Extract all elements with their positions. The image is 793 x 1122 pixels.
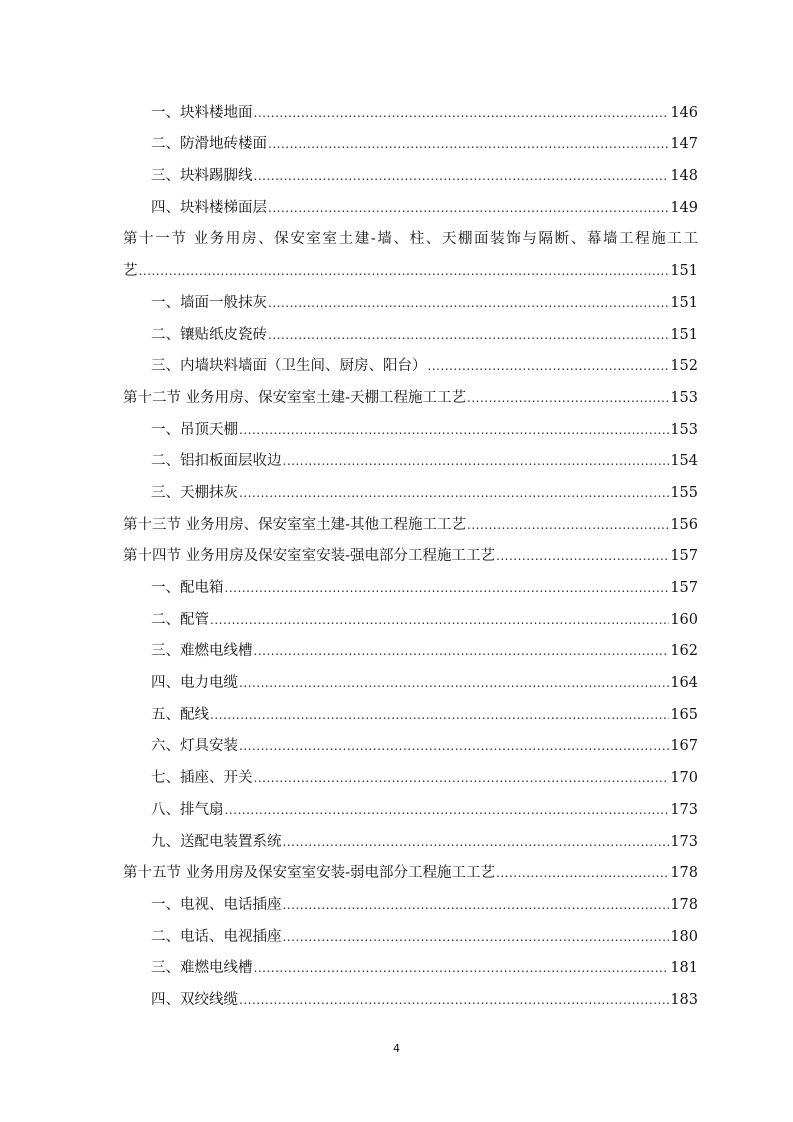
toc-entry-title: 一、吊顶天棚 bbox=[151, 421, 238, 438]
toc-entry-title: 二、配管 bbox=[151, 611, 209, 628]
toc-entry-page: 152 bbox=[670, 358, 698, 375]
toc-entry-title: 三、块料踢脚线 bbox=[151, 168, 253, 185]
toc-entry-page: 180 bbox=[670, 928, 698, 945]
toc-entry-page: 151 bbox=[670, 263, 698, 280]
dot-leader bbox=[268, 201, 669, 215]
toc-entry[interactable] bbox=[123, 602, 698, 634]
toc-entry-page: 149 bbox=[670, 199, 698, 216]
toc-entry-title: 七、插座、开关 bbox=[151, 770, 253, 787]
toc-section-entry[interactable] bbox=[123, 253, 698, 285]
toc-entry-page: 170 bbox=[670, 770, 698, 787]
toc-entry-page: 151 bbox=[670, 294, 698, 311]
toc-entry-page: 153 bbox=[670, 389, 698, 406]
toc-entry[interactable] bbox=[123, 127, 698, 159]
dot-leader bbox=[467, 391, 669, 405]
toc-entry-title: 一、配电箱 bbox=[151, 580, 224, 596]
toc-section-title: 第十五节 业务用房及保安室室安装-弱电部分工程施工工艺 bbox=[123, 865, 496, 882]
toc-entry-page: 165 bbox=[670, 706, 698, 723]
toc-section-title-line2: 艺 bbox=[123, 263, 138, 280]
toc-entry-title: 九、送配电装置系统 bbox=[151, 833, 282, 850]
toc-entry[interactable] bbox=[123, 665, 698, 697]
toc-entry-page: 178 bbox=[670, 896, 698, 913]
dot-leader bbox=[239, 739, 669, 753]
dot-leader bbox=[467, 518, 669, 532]
toc-entry-title: 四、块料楼梯面层 bbox=[151, 199, 267, 216]
toc-section-entry[interactable] bbox=[123, 507, 698, 539]
dot-leader bbox=[268, 137, 669, 151]
toc-entry-page: 160 bbox=[670, 611, 698, 628]
dot-leader bbox=[239, 993, 669, 1007]
toc-entry-page: 147 bbox=[670, 136, 698, 153]
toc-entry[interactable] bbox=[123, 444, 698, 476]
dot-leader bbox=[239, 423, 669, 437]
dot-leader bbox=[283, 898, 670, 912]
toc-entry[interactable] bbox=[123, 792, 698, 824]
toc-entry-title: 三、难燃电线槽 bbox=[151, 643, 253, 660]
toc-entry-page: 178 bbox=[670, 865, 698, 882]
toc-entry-title: 二、镶贴纸皮瓷砖 bbox=[151, 326, 267, 343]
dot-leader bbox=[254, 771, 670, 785]
toc-entry[interactable] bbox=[123, 95, 698, 127]
toc-entry-title: 四、双绞线缆 bbox=[151, 991, 238, 1008]
toc-entry-title: 三、难燃电线槽 bbox=[151, 960, 253, 977]
dot-leader bbox=[225, 803, 670, 817]
toc-section-title: 第十二节 业务用房、保安室室土建-天棚工程施工工艺 bbox=[123, 389, 467, 406]
toc-section-entry[interactable] bbox=[123, 539, 698, 571]
toc-entry[interactable] bbox=[123, 475, 698, 507]
toc-entry-page: 146 bbox=[670, 104, 698, 121]
toc-entry-page: 155 bbox=[670, 484, 698, 501]
toc-entry-page: 154 bbox=[670, 453, 698, 470]
dot-leader bbox=[283, 930, 670, 944]
dot-leader bbox=[496, 866, 669, 880]
dot-leader bbox=[283, 454, 670, 468]
toc-entry[interactable] bbox=[123, 190, 698, 222]
toc-section-entry-first-line[interactable] bbox=[123, 222, 698, 254]
dot-leader bbox=[283, 835, 670, 849]
dot-leader bbox=[254, 961, 670, 975]
toc-entry-title: 四、电力电缆 bbox=[151, 675, 238, 692]
toc-entry-page: 173 bbox=[670, 801, 698, 818]
table-of-contents bbox=[123, 95, 698, 1014]
dot-leader bbox=[254, 106, 670, 120]
toc-section-entry[interactable] bbox=[123, 380, 698, 412]
dot-leader bbox=[239, 676, 669, 690]
toc-entry-page: 151 bbox=[670, 326, 698, 343]
toc-entry-page: 183 bbox=[670, 991, 698, 1008]
toc-section-entry[interactable] bbox=[123, 856, 698, 888]
toc-entry-title: 一、墙面一般抹灰 bbox=[151, 294, 267, 311]
toc-section-title: 第十四节 业务用房及保安室室安装-强电部分工程施工工艺 bbox=[123, 548, 496, 565]
dot-leader bbox=[139, 264, 670, 278]
toc-entry-page: 148 bbox=[670, 168, 698, 185]
toc-entry[interactable] bbox=[123, 349, 698, 381]
toc-entry-title: 六、灯具安装 bbox=[151, 738, 238, 755]
toc-entry[interactable] bbox=[123, 824, 698, 856]
toc-entry[interactable] bbox=[123, 887, 698, 919]
toc-entry-title: 二、防滑地砖楼面 bbox=[151, 136, 267, 153]
toc-entry-title: 二、电话、电视插座 bbox=[151, 928, 282, 945]
dot-leader bbox=[268, 296, 669, 310]
dot-leader bbox=[254, 169, 670, 183]
dot-leader bbox=[210, 708, 669, 722]
toc-entry[interactable] bbox=[123, 919, 698, 951]
toc-entry[interactable] bbox=[123, 570, 698, 602]
toc-section-title-line1: 第十一节 业务用房、保安室室土建-墙、柱、天棚面装饰与隔断、幕墙工程施工工 bbox=[123, 231, 698, 248]
dot-leader bbox=[210, 613, 669, 627]
toc-entry-title: 三、天棚抹灰 bbox=[151, 484, 238, 501]
toc-entry-page: 173 bbox=[670, 833, 698, 850]
toc-entry-title: 一、块料楼地面 bbox=[151, 104, 253, 121]
dot-leader bbox=[496, 549, 669, 563]
dot-leader bbox=[225, 581, 670, 595]
toc-section-title: 第十三节 业务用房、保安室室土建-其他工程施工工艺 bbox=[123, 516, 467, 533]
toc-entry[interactable] bbox=[123, 760, 698, 792]
toc-entry[interactable] bbox=[123, 285, 698, 317]
toc-entry[interactable] bbox=[123, 412, 698, 444]
dot-leader bbox=[254, 644, 670, 658]
toc-entry[interactable] bbox=[123, 634, 698, 666]
toc-entry-page: 164 bbox=[670, 675, 698, 692]
toc-entry[interactable] bbox=[123, 317, 698, 349]
toc-entry-page: 162 bbox=[670, 643, 698, 660]
toc-entry[interactable] bbox=[123, 951, 698, 983]
toc-entry[interactable] bbox=[123, 982, 698, 1014]
toc-entry-page: 157 bbox=[670, 580, 698, 596]
toc-entry[interactable] bbox=[123, 697, 698, 729]
dot-leader bbox=[268, 328, 669, 342]
page-number: 4 bbox=[393, 1042, 400, 1055]
toc-entry-title: 一、电视、电话插座 bbox=[151, 896, 282, 913]
toc-entry-title: 八、排气扇 bbox=[151, 801, 224, 818]
toc-entry-title: 三、内墙块料墙面（卫生间、厨房、阳台） bbox=[151, 358, 427, 375]
toc-entry[interactable] bbox=[123, 729, 698, 761]
toc-entry[interactable] bbox=[123, 158, 698, 190]
toc-entry-title: 二、铝扣板面层收边 bbox=[151, 453, 282, 470]
dot-leader bbox=[428, 359, 670, 373]
dot-leader bbox=[239, 486, 669, 500]
toc-entry-page: 157 bbox=[670, 548, 698, 565]
toc-entry-title: 五、配线 bbox=[151, 706, 209, 723]
toc-entry-page: 156 bbox=[670, 516, 698, 533]
toc-entry-page: 181 bbox=[670, 960, 698, 977]
toc-entry-page: 153 bbox=[670, 421, 698, 438]
toc-entry-page: 167 bbox=[670, 738, 698, 755]
